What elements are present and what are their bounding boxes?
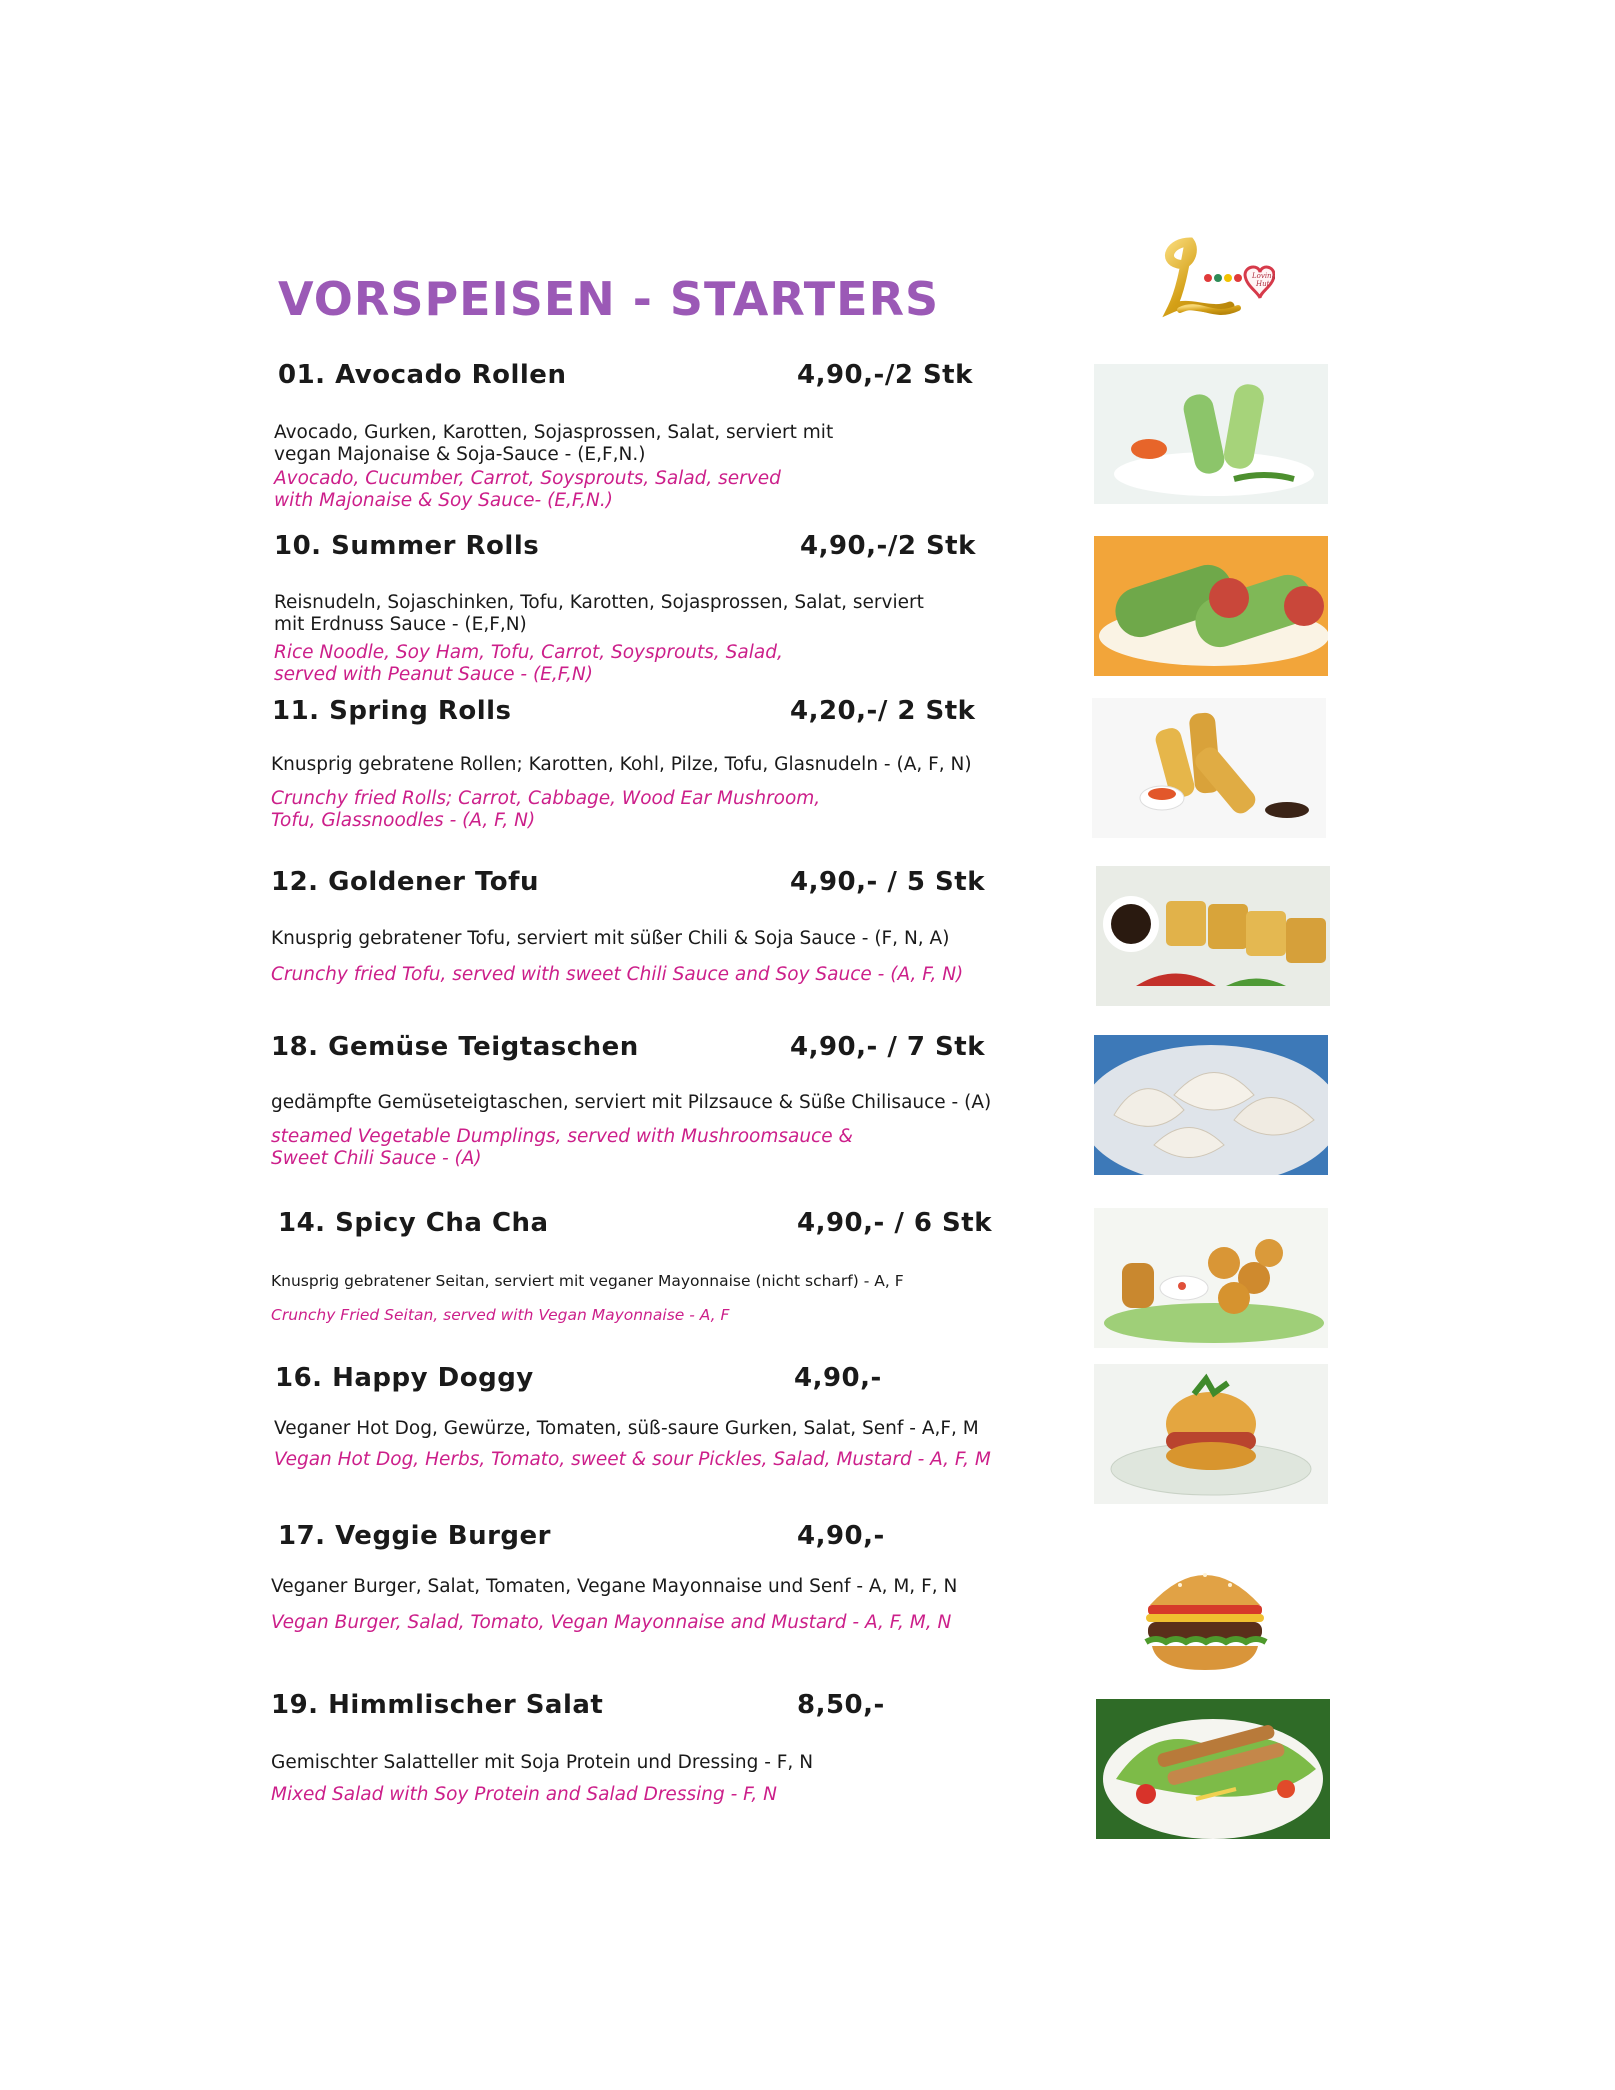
menu-item-desc-de: Reisnudeln, Sojaschinken, Tofu, Karotten, Sojasprossen, Salat, serviert mit Erdnuss Sauce - (E,F,N) <box>274 592 924 635</box>
menu-item-name: 17. Veggie Burger <box>278 1521 551 1551</box>
menu-item-price: 4,90,- / 6 Stk <box>797 1208 993 1238</box>
spring-rolls-photo <box>1092 698 1326 838</box>
menu-item-desc-en: Crunchy fried Rolls; Carrot, Cabbage, Wood Ear Mushroom, Tofu, Glassnoodles - (A, F, N) <box>271 788 821 831</box>
avocado-rolls-photo <box>1094 364 1328 504</box>
menu-item-desc-de: Knusprig gebratene Rollen; Karotten, Kohl, Pilze, Tofu, Glasnudeln - (A, F, N) <box>271 754 972 775</box>
menu-item-name: 19. Himmlischer Salat <box>271 1690 604 1720</box>
logo-text-1: Loving <box>1252 272 1275 280</box>
menu-item-price: 4,90,- <box>797 1521 885 1551</box>
menu-item-desc-en: steamed Vegetable Dumplings, served with Mushroomsauce & Sweet Chili Sauce - (A) <box>271 1126 853 1169</box>
menu-item-name: 16. Happy Doggy <box>275 1363 534 1393</box>
menu-item-price: 4,90,-/2 Stk <box>797 360 973 390</box>
menu-item-price: 4,90,- / 5 Stk <box>790 867 986 897</box>
burger-photo <box>1140 1550 1270 1680</box>
dumplings-photo <box>1094 1035 1328 1175</box>
menu-item-desc-de: Gemischter Salatteller mit Soja Protein und Dressing - F, N <box>271 1752 814 1773</box>
menu-item-desc-de: Veganer Hot Dog, Gewürze, Tomaten, süß-saure Gurken, Salat, Senf - A,F, M <box>274 1418 979 1439</box>
menu-item-desc-en: Crunchy Fried Seitan, served with Vegan Mayonnaise - A, F <box>271 1306 730 1324</box>
salad-photo <box>1096 1699 1330 1839</box>
loving-hut-logo <box>1150 230 1275 325</box>
menu-item-name: 01. Avocado Rollen <box>278 360 567 390</box>
menu-item-desc-en: Vegan Burger, Salad, Tomato, Vegan Mayonnaise and Mustard - A, F, M, N <box>271 1612 952 1633</box>
menu-item-name: 11. Spring Rolls <box>272 696 512 726</box>
menu-item-desc-en: Avocado, Cucumber, Carrot, Soysprouts, Salad, served with Majonaise & Soy Sauce- (E,F,N.) <box>274 468 781 511</box>
page-title: VORSPEISEN - STARTERS <box>278 272 940 326</box>
menu-item-price: 8,50,- <box>797 1690 885 1720</box>
summer-rolls-photo <box>1094 536 1328 676</box>
hot-dog-photo <box>1094 1364 1328 1504</box>
menu-item-desc-de: Avocado, Gurken, Karotten, Sojasprossen, Salat, serviert mit vegan Majonaise & Soja-Sauce - (E,F,N.) <box>274 422 834 465</box>
menu-item-desc-en: Mixed Salad with Soy Protein and Salad Dressing - F, N <box>271 1784 777 1805</box>
logo-text-2: Hut <box>1256 280 1270 288</box>
menu-item-name: 12. Goldener Tofu <box>271 867 539 897</box>
menu-item-price: 4,90,-/2 Stk <box>800 531 976 561</box>
menu-item-desc-de: Veganer Burger, Salat, Tomaten, Vegane Mayonnaise und Senf - A, M, F, N <box>271 1576 958 1597</box>
golden-tofu-photo <box>1096 866 1330 1006</box>
menu-item-price: 4,90,- / 7 Stk <box>790 1032 986 1062</box>
menu-item-name: 14. Spicy Cha Cha <box>278 1208 549 1238</box>
menu-item-desc-de: Knusprig gebratener Seitan, serviert mit veganer Mayonnaise (nicht scharf) - A, F <box>271 1272 904 1290</box>
menu-item-desc-en: Crunchy fried Tofu, served with sweet Chili Sauce and Soy Sauce - (A, F, N) <box>271 964 964 985</box>
menu-item-price: 4,20,-/ 2 Stk <box>790 696 976 726</box>
menu-item-name: 18. Gemüse Teigtaschen <box>271 1032 639 1062</box>
menu-item-desc-en: Rice Noodle, Soy Ham, Tofu, Carrot, Soysprouts, Salad, served with Peanut Sauce - (E,F,N) <box>274 642 783 685</box>
fried-seitan-photo <box>1094 1208 1328 1348</box>
menu-item-desc-de: gedämpfte Gemüseteigtaschen, serviert mit Pilzsauce & Süße Chilisauce - (A) <box>271 1092 992 1113</box>
menu-item-desc-de: Knusprig gebratener Tofu, serviert mit süßer Chili & Soja Sauce - (F, N, A) <box>271 928 950 949</box>
menu-item-price: 4,90,- <box>794 1363 882 1393</box>
menu-item-desc-en: Vegan Hot Dog, Herbs, Tomato, sweet & sour Pickles, Salad, Mustard - A, F, M <box>274 1449 991 1470</box>
menu-item-name: 10. Summer Rolls <box>274 531 540 561</box>
